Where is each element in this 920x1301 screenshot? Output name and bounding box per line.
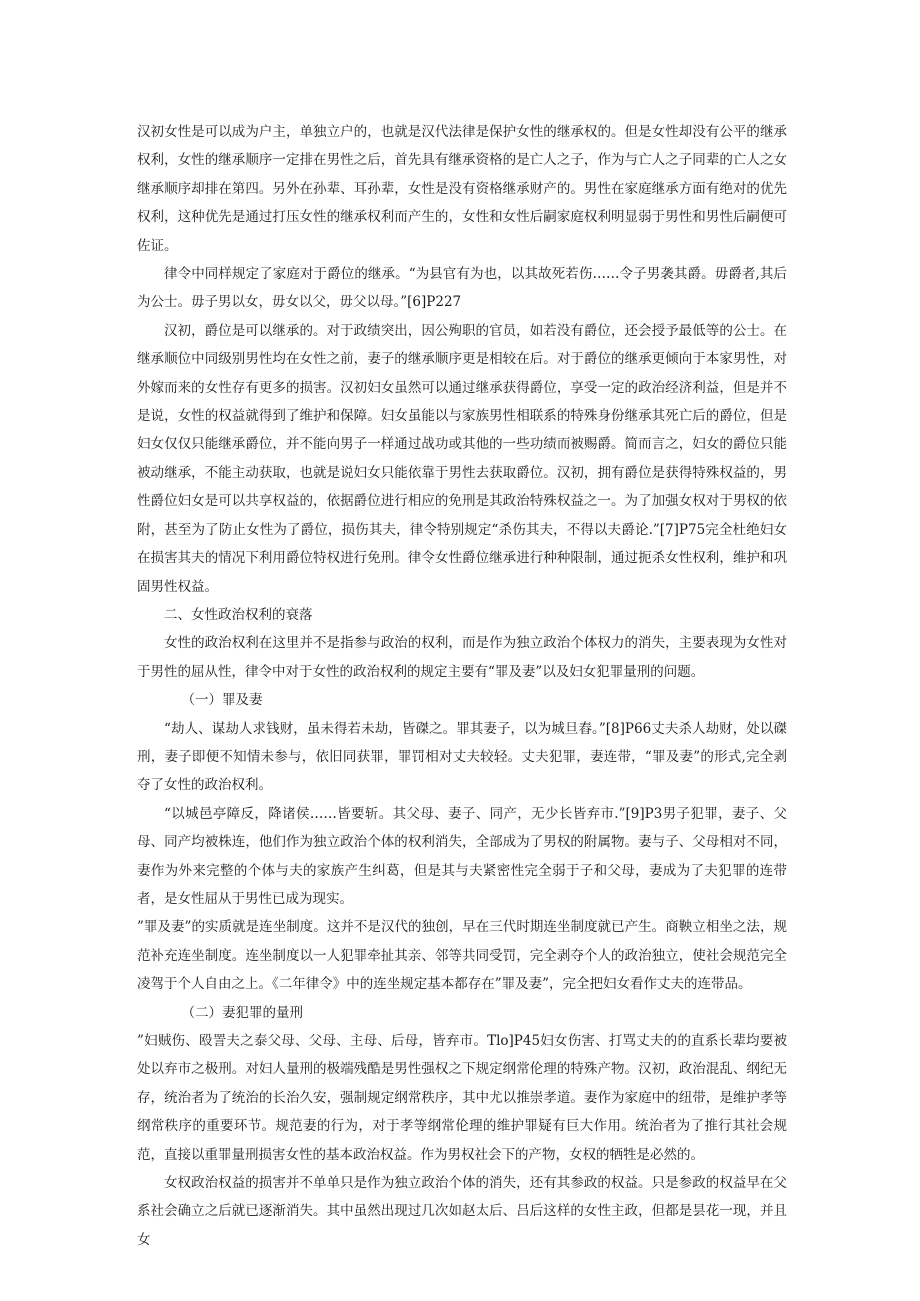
section-heading-political-rights: 二、女性政治权利的衰落 — [164, 606, 313, 623]
paragraph-collective-punishment: ”罪及妻”的实质就是连坐制度。这并不是汉代的独创，早在三代时期连坐制度就已产生。商鞅立相坐之法，规范补充连坐制度。连坐制度以一人犯罪牵扯其亲、邻等共同受罚，完全剥夺个人的政治独立，使社会规范完全凌驾于个人自由之上。《二年律令》中的连坐规定基本都存在”罪及妻”，完全把妇女看作丈夫的连带品。 — [137, 919, 787, 993]
paragraph-rank-inheritance-statute: 律令中同样规定了家庭对于爵位的继承。“为县官有为也，以其故死若伤……令子男袭其爵。毋爵者,其后为公士。毋子男以女，毋女以父，毋父以母。”[6]P227 — [137, 266, 787, 311]
subsection-heading-crime-extends-to-wife: （一）罪及妻 — [181, 692, 263, 709]
paragraph-inheritance-order: 汉初女性是可以成为户主，单独立户的，也就是汉代法律是保护女性的继承权的。但是女性却没有公平的继承权利，女性的继承顺序一定排在男性之后，首先具有继承资格的是亡人之子，作为与亡人之子同辈的亡人之女继承顺序却排在第四。另外在孙辈、耳孙辈，女性是没有资格继承财产的。男性在家庭继承方面有绝对的优先权利，这种优先是通过打压女性的继承权利而产生的，女性和女性后嗣家庭权利明显弱于男性和男性后嗣便可佐证。 — [137, 124, 787, 254]
paragraph-participation-rights: 女权政治权益的损害并不单单只是作为独立政治个体的消失，还有其参政的权益。只是参政的权益早在父系社会确立之后就已逐渐消失。其中虽然出现过几次如赵太后、吕后这样的女性主政，但都是昙花一现，并且女 — [137, 1175, 787, 1248]
paragraph-rank-inheritance-analysis: 汉初，爵位是可以继承的。对于政绩突出，因公殉职的官员，如若没有爵位，还会授予最低等的公士。在继承顺位中同级别男性均在女性之前，妻子的继承顺序更是相较在后。对于爵位的继承更倾向于本家男性，对外嫁而来的女性存有更多的损害。汉初妇女虽然可以通过继承获得爵位，享受一定的政治经济利益，但是并不是说，女性的权益就得到了维护和保障。妇女虽能以与家族男性相联系的特殊身份继承其死亡后的爵位，但是妇女仅仅只能继承爵位，并不能向男子一样通过战功或其他的一些功绩而被赐爵。简而言之，妇女的爵位只能被动继承，不能主动获取，也就是说妇女只能依靠于男性去获取爵位。汉初，拥有爵位是获得特殊权益的，男性爵位妇女是可以共享权益的，依据爵位进行相应的免刑是其政治特殊权益之一。为了加强女权对于男权的依附，甚至为了防止女性为了爵位，损伤其夫，律令特别规定“杀伤其夫，不得以夫爵论.”[7]P75完全杜绝妇女在损害其夫的情况下利用爵位特权进行免刑。律令女性爵位继承进行种种限制，通过扼杀女性权利，维护和巩固男性权益。 — [137, 322, 787, 595]
paragraph-robbery-statute: “劫人、谋劫人求钱财，虽未得若未劫，皆磔之。罪其妻子，以为城旦舂。”[8]P66丈夫杀人劫财，处以磔刑，妻子即便不知情未参与，依旧同获罪，罪罚相对丈夫较轻。丈夫犯罪，妻连带，“罪及妻”的形式,完全剥夺了女性的政治权利。 — [137, 720, 787, 794]
paragraph-rebellion-statute: “以城邑亭障反，降诸侯……皆要斩。其父母、妻子、同产，无少长皆弃市.”[9]P3男子犯罪，妻子、父母、同产均被株连，他们作为独立政治个体的权利消失，全部成为了男权的附属物。妻与子、父母相对不同，妻作为外来完整的个体与夫的家族产生纠葛，但是其与夫紧密性完全弱于子和父母，妻成为了夫犯罪的连带者，是女性屈从于男性已成为现实。 — [137, 805, 787, 907]
document-page — [137, 118, 787, 1254]
paragraph-political-rights-intro: 女性的政治权利在这里并不是指参与政治的权利，而是作为独立政治个体权力的消失，主要表现为女性对于男性的屈从性，律令中对于女性的政治权利的规定主要有“罪及妻”以及妇女犯罪量刑的问题。 — [137, 635, 787, 680]
subsection-heading-wife-sentencing: （二）妻犯罪的量刑 — [181, 1004, 304, 1021]
paragraph-wife-sentencing: ”妇贼伤、殴詈夫之泰父母、父母、主母、后母，皆弃市。Tlo]P45妇女伤害、打骂丈夫的的直系长辈均要被处以弃市之极刑。对妇人量刑的极端残酷是男性强权之下规定纲常伦理的特殊产物。汉初，政治混乱、纲纪无存，统治者为了统治的长治久安，强制规定纲常秩序，其中尤以推崇孝道。妻作为家庭中的纽带，是维护孝等纲常秩序的重要环节。规范妻的行为，对于孝等纲常伦理的维护罪疑有巨大作用。统治者为了推行其社会规范，直接以重罪量刑损害女性的基本政治权益。作为男权社会下的产物，女权的牺牲是必然的。 — [137, 1033, 787, 1163]
